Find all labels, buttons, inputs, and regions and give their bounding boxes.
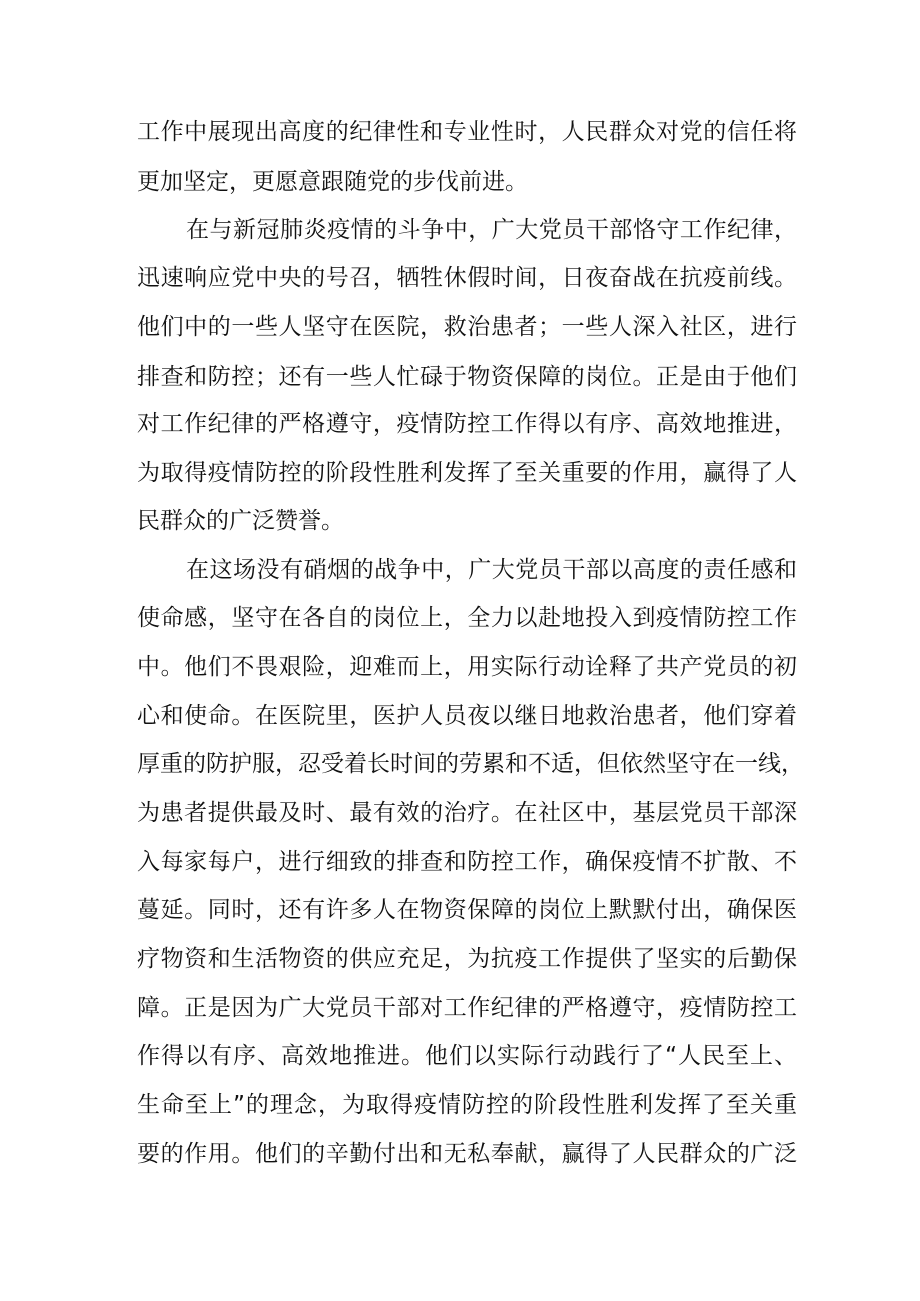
text-line: 蔓延。同时，还有许多人在物资保障的岗位上默默付出，确保医 (137, 897, 797, 923)
text-line: 生命至上”的理念，为取得疫情防控的阶段性胜利发挥了至关重 (137, 1092, 797, 1118)
text-line: 要的作用。他们的辛勤付出和无私奉献，赢得了人民群众的广泛 (137, 1141, 797, 1167)
text-line: 作得以有序、高效地推进。他们以实际行动践行了“人民至上、 (137, 1043, 797, 1069)
text-line: 民群众的广泛赞誉。 (137, 508, 344, 534)
text-line: 更加坚定，更愿意跟随党的步伐前进。 (137, 169, 528, 195)
text-line: 为患者提供最及时、最有效的治疗。在社区中，基层党员干部深 (137, 800, 797, 826)
text-line: 工作中展现出高度的纪律性和专业性时，人民群众对党的信任将 (137, 119, 797, 145)
text-line: 对工作纪律的严格遵守，疫情防控工作得以有序、高效地推进， (137, 411, 797, 437)
text-line: 排查和防控；还有一些人忙碌于物资保障的岗位。正是由于他们 (137, 364, 797, 390)
text-line: 在这场没有硝烟的战争中，广大党员干部以高度的责任感和 (186, 557, 797, 583)
text-line: 他们中的一些人坚守在医院，救治患者；一些人深入社区，进行 (137, 314, 797, 340)
text-line: 障。正是因为广大党员干部对工作纪律的严格遵守，疫情防控工 (137, 995, 797, 1021)
text-line: 为取得疫情防控的阶段性胜利发挥了至关重要的作用，赢得了人 (137, 460, 797, 486)
text-line: 中。他们不畏艰险，迎难而上，用实际行动诠释了共产党员的初 (137, 654, 797, 680)
text-line: 疗物资和生活物资的供应充足，为抗疫工作提供了坚实的后勤保 (137, 946, 797, 972)
text-line: 迅速响应党中央的号召，牺牲休假时间，日夜奋战在抗疫前线。 (137, 265, 797, 291)
text-line: 厚重的防护服，忍受着长时间的劳累和不适，但依然坚守在一线， (137, 751, 804, 777)
text-line: 在与新冠肺炎疫情的斗争中，广大党员干部恪守工作纪律， (186, 217, 797, 243)
text-line: 心和使命。在医院里，医护人员夜以继日地救治患者，他们穿着 (137, 703, 797, 729)
text-line: 使命感，坚守在各自的岗位上，全力以赴地投入到疫情防控工作 (137, 605, 797, 631)
text-line: 入每家每户，进行细致的排查和防控工作，确保疫情不扩散、不 (137, 849, 797, 875)
